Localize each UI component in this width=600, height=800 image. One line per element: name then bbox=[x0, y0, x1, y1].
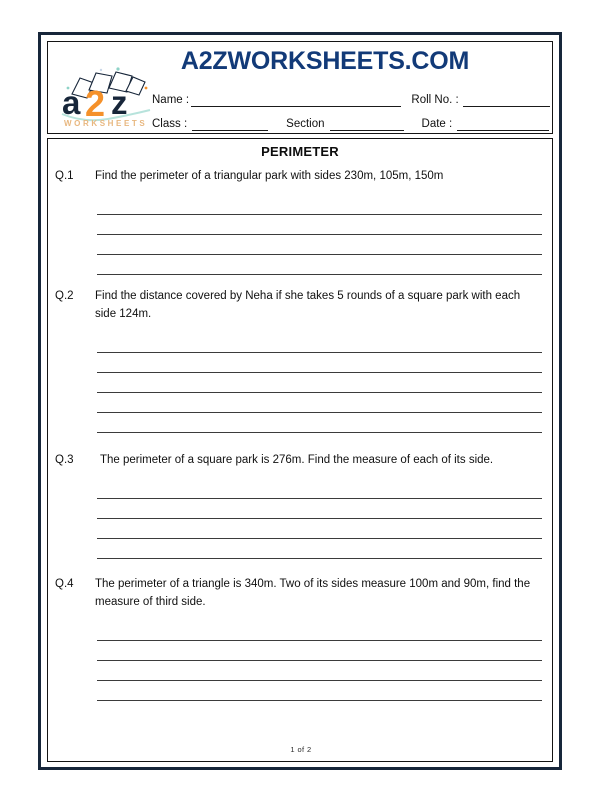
name-input[interactable] bbox=[191, 94, 401, 107]
question-block bbox=[48, 287, 554, 433]
student-info-fields bbox=[152, 86, 550, 134]
question-block bbox=[48, 167, 554, 275]
site-title: A2ZWORKSHEETS.COM bbox=[180, 47, 470, 75]
answer-line[interactable] bbox=[97, 373, 542, 393]
answer-line[interactable] bbox=[97, 539, 542, 559]
answer-line[interactable] bbox=[97, 621, 542, 641]
class-field-label: Class : bbox=[152, 118, 188, 130]
answer-line[interactable] bbox=[97, 333, 542, 353]
question-text: Find the distance covered by Neha if she takes 5 rounds of a square park with each side 124m. bbox=[95, 290, 521, 320]
answer-line[interactable] bbox=[97, 235, 542, 255]
question-row bbox=[48, 287, 554, 323]
answer-line[interactable] bbox=[97, 519, 542, 539]
question-row bbox=[48, 167, 554, 185]
answer-line[interactable] bbox=[97, 479, 542, 499]
answer-line[interactable] bbox=[97, 255, 542, 275]
svg-text:2: 2 bbox=[85, 83, 106, 124]
question-block bbox=[48, 451, 554, 559]
section-input[interactable] bbox=[330, 118, 404, 131]
question-row bbox=[48, 575, 554, 611]
answer-line[interactable] bbox=[97, 413, 542, 433]
answer-line[interactable] bbox=[97, 393, 542, 413]
svg-text:a: a bbox=[62, 84, 81, 121]
worksheet-title: PERIMETER bbox=[261, 144, 339, 159]
answer-lines bbox=[97, 323, 542, 433]
page-indicator: 1 of 2 bbox=[290, 745, 312, 754]
class-input[interactable] bbox=[192, 118, 268, 131]
a2z-worksheets-logo bbox=[56, 64, 154, 130]
roll-no-input[interactable] bbox=[463, 94, 550, 107]
answer-line[interactable] bbox=[97, 353, 542, 373]
svg-text:WORKSHEETS: WORKSHEETS bbox=[64, 119, 148, 128]
field-row-name-roll bbox=[152, 86, 550, 107]
answer-line[interactable] bbox=[97, 195, 542, 215]
answer-lines bbox=[97, 185, 542, 275]
name-field-label: Name : bbox=[152, 94, 190, 106]
question-row bbox=[48, 451, 554, 469]
section-field-label: Section bbox=[286, 118, 325, 130]
answer-line[interactable] bbox=[97, 641, 542, 661]
date-input[interactable] bbox=[457, 118, 549, 131]
answer-line[interactable] bbox=[97, 681, 542, 701]
roll-no-field-label: Roll No. : bbox=[411, 94, 459, 106]
question-block bbox=[48, 575, 554, 701]
worksheet-content-box bbox=[47, 138, 553, 762]
question-text: The perimeter of a triangle is 340m. Two of its sides measure 100m and 90m, find the measure of third side. bbox=[95, 578, 531, 608]
question-number: Q.4 bbox=[55, 578, 74, 590]
answer-lines bbox=[97, 469, 542, 559]
answer-line[interactable] bbox=[97, 215, 542, 235]
question-number: Q.2 bbox=[55, 290, 74, 302]
answer-line[interactable] bbox=[97, 661, 542, 681]
field-row-class-section-date bbox=[152, 110, 550, 131]
question-number: Q.3 bbox=[55, 454, 74, 466]
answer-lines bbox=[97, 611, 542, 701]
question-text: The perimeter of a square park is 276m. Find the measure of each of its side. bbox=[100, 454, 494, 466]
question-text: Find the perimeter of a triangular park with sides 230m, 105m, 150m bbox=[95, 170, 444, 182]
answer-line[interactable] bbox=[97, 499, 542, 519]
svg-text:z: z bbox=[111, 84, 128, 121]
question-number: Q.1 bbox=[55, 170, 74, 182]
date-field-label: Date : bbox=[421, 118, 453, 130]
header-box bbox=[47, 41, 553, 134]
